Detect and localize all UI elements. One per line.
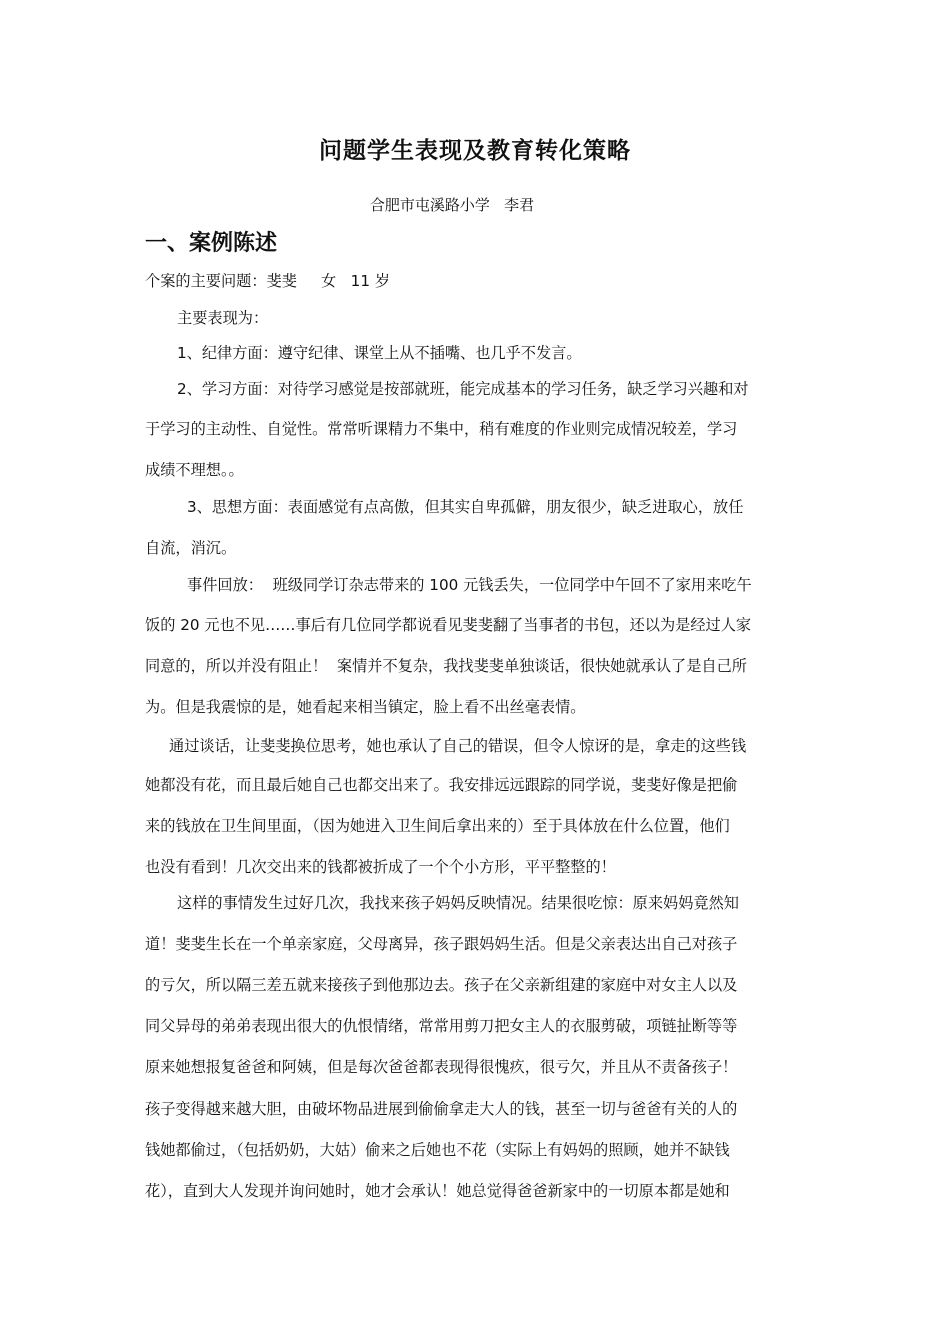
body-line: 这样的事情发生过好几次，我找来孩子妈妈反映情况。结果很吃惊：原来妈妈竟然知 bbox=[177, 894, 739, 912]
body-line: 她都没有花，而且最后她自己也都交出来了。我安排远远跟踪的同学说，斐斐好像是把偷 bbox=[145, 776, 738, 794]
document-title: 问题学生表现及教育转化策略 bbox=[319, 138, 631, 164]
body-line: 花），直到大人发现并询问她时，她才会承认！她总觉得爸爸新家中的一切原本都是她和 bbox=[145, 1182, 730, 1200]
body-line: 通过谈话，让斐斐换位思考，她也承认了自己的错误，但令人惊讶的是，拿走的这些钱 bbox=[169, 737, 747, 755]
author-line: 合肥市屯溪路小学 李君 bbox=[369, 196, 535, 214]
body-line: 同意的，所以并没有阻止！ 案情并不复杂，我找斐斐单独谈话，很快她就承认了是自己所 bbox=[145, 657, 747, 675]
body-line: 原来她想报复爸爸和阿姨，但是每次爸爸都表现得很愧疚，很亏欠，并且从不责备孩子！ bbox=[145, 1058, 738, 1076]
body-line: 同父异母的弟弟表现出很大的仇恨情绪，常常用剪刀把女主人的衣服剪破，项链扯断等等 bbox=[145, 1017, 738, 1035]
body-line: 饭的 20 元也不见……事后有几位同学都说看见斐斐翻了当事者的书包，还以为是经过人家 bbox=[145, 616, 752, 634]
body-line: 事件回放： 班级同学订杂志带来的 100 元钱丢失，一位同学中午回不了家用来吃午 bbox=[187, 576, 752, 594]
body-line: 2、学习方面：对待学习感觉是按部就班，能完成基本的学习任务，缺乏学习兴趣和对 bbox=[177, 380, 749, 398]
body-line: 于学习的主动性、自觉性。常常听课精力不集中，稍有难度的作业则完成情况较差，学习 bbox=[145, 420, 738, 438]
body-line: 道！斐斐生长在一个单亲家庭，父母离异，孩子跟妈妈生活。但是父亲表达出自己对孩子 bbox=[145, 935, 738, 953]
body-line: 的亏欠，所以隔三差五就来接孩子到他那边去。孩子在父亲新组建的家庭中对女主人以及 bbox=[145, 976, 738, 994]
body-line: 也没有看到！几次交出来的钱都被折成了一个个小方形，平平整整的！ bbox=[145, 858, 616, 876]
body-line: 主要表现为： bbox=[177, 309, 269, 327]
body-line: 3、思想方面：表面感觉有点高傲，但其实自卑孤僻，朋友很少，缺乏进取心，放任 bbox=[187, 498, 744, 516]
body-line: 孩子变得越来越大胆，由破坏物品进展到偷偷拿走大人的钱，甚至一切与爸爸有关的人的 bbox=[145, 1100, 738, 1118]
body-line: 1、纪律方面：遵守纪律、课堂上从不插嘴、也几乎不发言。 bbox=[177, 344, 582, 362]
body-line: 为。但是我震惊的是，她看起来相当镇定，脸上看不出丝毫表情。 bbox=[145, 698, 586, 716]
body-line: 自流，消沉。 bbox=[145, 539, 237, 557]
section-heading: 一、案例陈述 bbox=[145, 231, 278, 256]
body-line: 个案的主要问题：斐斐 女 11 岁 bbox=[145, 272, 391, 290]
body-line: 来的钱放在卫生间里面，（因为她进入卫生间后拿出来的）至于具体放在什么位置，他们 bbox=[145, 817, 730, 835]
body-line: 成绩不理想。。 bbox=[145, 461, 244, 479]
body-line: 钱她都偷过，（包括奶奶，大姑）偷来之后她也不花（实际上有妈妈的照顾，她并不缺钱 bbox=[145, 1141, 730, 1159]
